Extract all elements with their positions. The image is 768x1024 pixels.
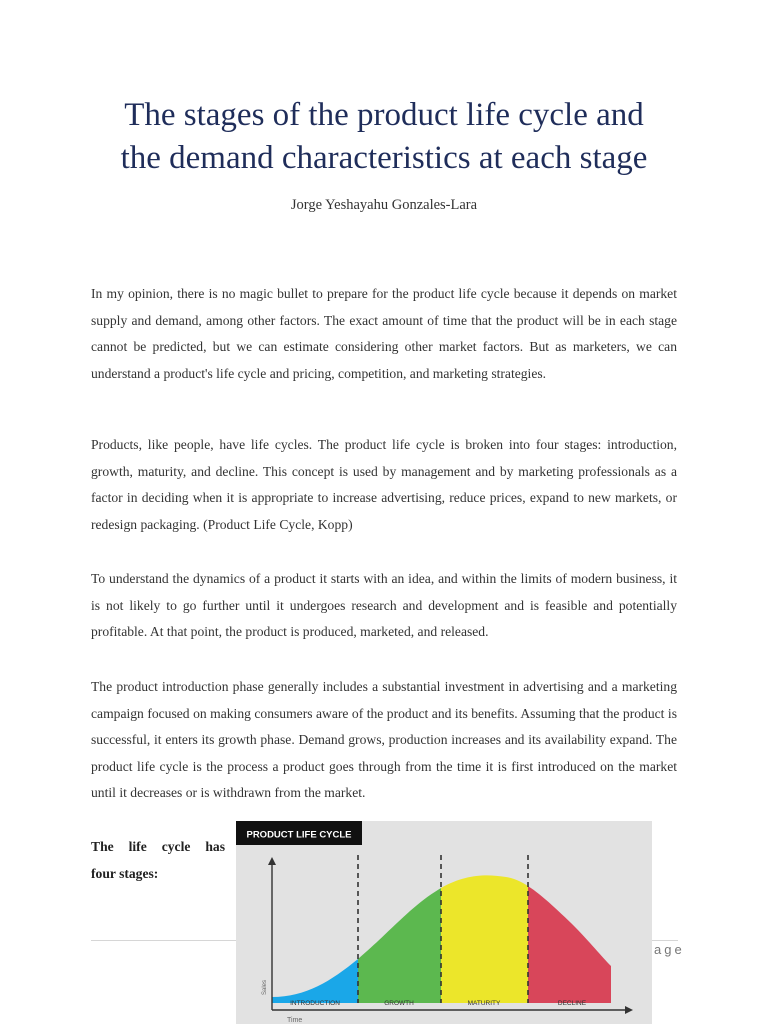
paragraph-3: To understand the dynamics of a product it starts with an idea, and within the limits of modern business, it is not likely to go further until it undergoes research and development and is feasible and potentially profitable. At that point, the product is produced, marketed, and released.: [91, 571, 677, 640]
life-cycle-diagram: [236, 821, 652, 1024]
document-title: [60, 94, 708, 180]
footer-divider-right: [652, 940, 678, 941]
figure-header-text: PRODUCT LIFE CYCLE: [246, 829, 352, 841]
author-name: Jorge Yeshayahu Gonzales-Lara: [290, 197, 478, 213]
footer-divider-left: [91, 940, 236, 941]
y-axis-label: Sales: [262, 979, 268, 995]
stage-label-decline: DECLINE: [557, 1000, 587, 1007]
stages-intro-label: [91, 833, 225, 887]
stage-label-growth: GROWTH: [384, 1000, 414, 1007]
page-label: age: [654, 942, 685, 957]
paragraph-4: The product introduction phase generally includes a substantial investment in advertising and a marketing campaign focused on making consumers aware of the product and its benefits. Assuming that the product is successful, it enters its growth phase. Demand grows, production increases and its availability expand. The product life cycle is the process a product goes through from the time it is first introduced on the market until it decreases or is withdrawn from the market.: [91, 679, 677, 801]
stage-label-introduction: INTRODUCTION: [290, 1000, 340, 1007]
product-life-cycle-figure: [236, 821, 652, 1024]
stages-label-line-1: The life cycle has: [91, 839, 225, 854]
title-line-2: the demand characteristics at each stage: [120, 140, 648, 176]
paragraph-2: Products, like people, have life cycles. The product life cycle is broken into four stages: introduction, growth, maturity, and decline. This concept is used by management and by marketing professionals as a factor in deciding when it is appropriate to increase advertising, reduce prices, expand to new markets, or redesign packaging. (Product Life Cycle, Kopp): [91, 437, 677, 532]
stages-label-line-2: four stages:: [91, 866, 159, 881]
paragraph-1: In my opinion, there is no magic bullet to prepare for the product life cycle because it depends on market supply and demand, among other factors. The exact amount of time that the product will be in each stage cannot be predicted, but we can estimate considering other market factors. But as marketers, we can understand a product's life cycle and pricing, competition, and marketing strategies.: [91, 286, 677, 381]
title-line-1: The stages of the product life cycle and: [124, 97, 644, 133]
stage-label-maturity: MATURITY: [467, 1000, 501, 1007]
x-axis-label: Time: [287, 1017, 303, 1024]
